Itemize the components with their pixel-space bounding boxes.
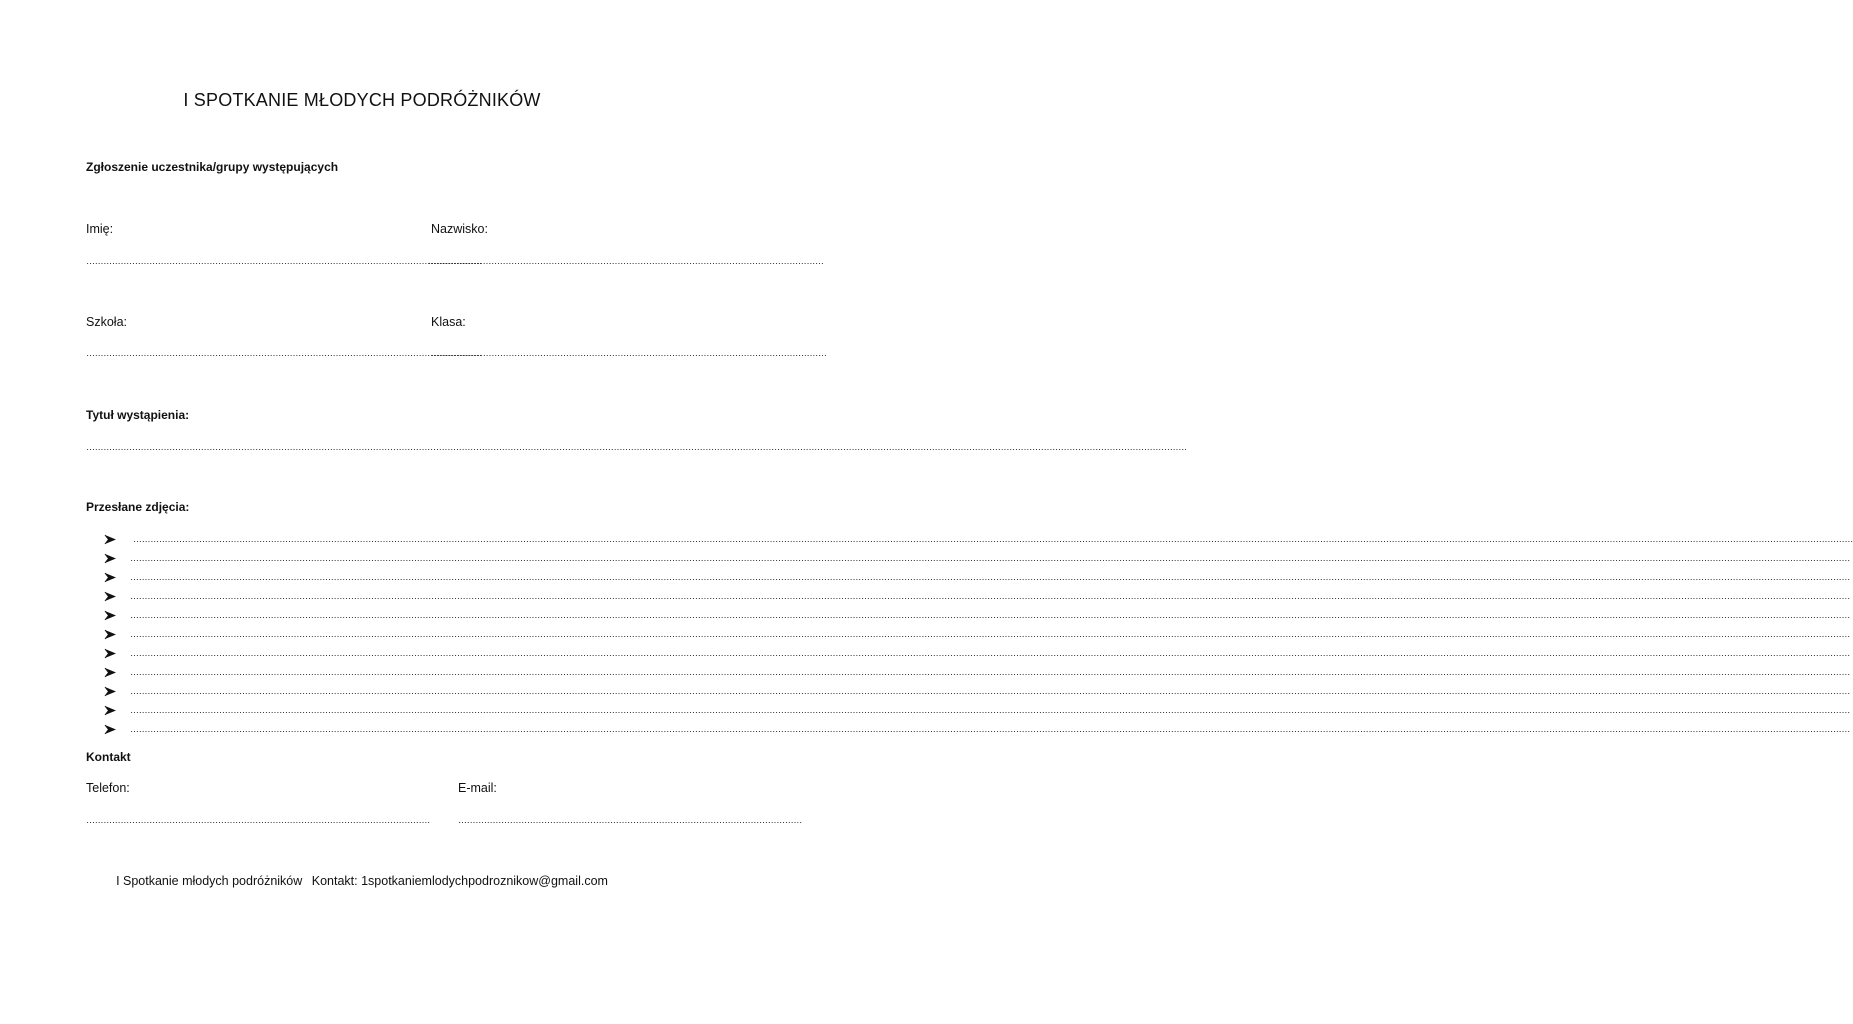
photo-entry-field[interactable]: …………………………………………………………………………………………………………………………………………………………………………………………………………………………………………………………………………………………………………………………………………………………………………………………………………………………………………………………………………………………………………………………………………………… — [130, 667, 1851, 677]
photo-entry-field[interactable]: …………………………………………………………………………………………………………………………………………………………………………………………………………………………………………………………………………………………………………………………………………………………………………………………………………………………………………………………………………………………………………………………………………………… — [130, 610, 1851, 620]
nazwisko-label: Nazwisko: — [431, 222, 488, 236]
photo-entry-field[interactable]: …………………………………………………………………………………………………………………………………………………………………………………………………………………………………………………………………………………………………………………………………………………………………………………………………………………………………………………………………………………………………………………………………………………… — [130, 591, 1851, 601]
nazwisko-field[interactable]: ………………………………………………………………………………………………………………………… — [428, 256, 824, 266]
footer — [0, 874, 724, 888]
arrow-bullet-icon — [104, 610, 118, 622]
email-label: E-mail: — [458, 781, 497, 795]
kontakt-label: Kontakt — [86, 750, 131, 764]
photos-label: Przesłane zdjęcia: — [86, 500, 190, 514]
photo-entry-field[interactable]: …………………………………………………………………………………………………………………………………………………………………………………………………………………………………………………………………………………………………………………………………………………………………………………………………………………………………………………………………………………………………………………………………………………… — [130, 629, 1851, 639]
page-title: I SPOTKANIE MŁODYCH PODRÓŻNIKÓW — [183, 90, 541, 110]
arrow-bullet-icon — [104, 534, 118, 546]
szkola-field[interactable]: ………………………………………………………………………………………………………………………… — [86, 348, 482, 358]
photo-entry-field[interactable]: …………………………………………………………………………………………………………………………………………………………………………………………………………………………………………………………………………………………………………………………………………………………………………………………………………………………………………………………………………………………………………………………………………………… — [130, 705, 1851, 715]
imie-label: Imię: — [86, 222, 114, 236]
photo-entry-field[interactable]: …………………………………………………………………………………………………………………………………………………………………………………………………………………………………………………………………………………………………………………………………………………………………………………………………………………………………………………………………………………………………………………………………………………… — [130, 648, 1851, 658]
tytul-label: Tytuł wystąpienia: — [86, 408, 190, 422]
szkola-label: Szkoła: — [86, 315, 127, 329]
arrow-bullet-icon — [104, 629, 118, 641]
telefon-field[interactable]: ………………………………………………………………………………………………………… — [86, 815, 431, 825]
arrow-bullet-icon — [104, 724, 118, 736]
arrow-bullet-icon — [104, 572, 118, 584]
form-subtitle: Zgłoszenie uczestnika/grupy występujących — [86, 160, 339, 174]
arrow-bullet-icon — [104, 553, 118, 565]
photo-entry-field[interactable]: …………………………………………………………………………………………………………………………………………………………………………………………………………………………………………………………………………………………………………………………………………………………………………………………………………………………………………………………………………………………………………………………………………………… — [130, 553, 1851, 563]
footer-contact: Kontakt: 1spotkaniemlodychpodroznikow@gmail.com — [311, 874, 608, 888]
arrow-bullet-icon — [104, 591, 118, 603]
footer-name: I Spotkanie młodych podróżników — [116, 874, 303, 888]
arrow-bullet-icon — [104, 686, 118, 698]
telefon-label: Telefon: — [86, 781, 130, 795]
email-field[interactable]: ………………………………………………………………………………………………………… — [458, 815, 803, 825]
photo-entry-field[interactable]: …………………………………………………………………………………………………………………………………………………………………………………………………………………………………………………………………………………………………………………………………………………………………………………………………………………………………………………………………………………………………………………………………………………… — [130, 686, 1851, 696]
klasa-field[interactable]: ………………………………………………………………………………………………………………………… — [431, 348, 827, 358]
arrow-bullet-icon — [104, 705, 118, 717]
photo-entry-field[interactable]: …………………………………………………………………………………………………………………………………………………………………………………………………………………………………………………………………………………………………………………………………………………………………………………………………………………………………………………………………………………………………………………………………………………… — [130, 572, 1851, 582]
klasa-label: Klasa: — [431, 315, 466, 329]
arrow-bullet-icon — [104, 648, 118, 660]
photo-entry-field[interactable]: …………………………………………………………………………………………………………………………………………………………………………………………………………………………………………………………………………………………………………………………………………………………………………………………………………………………………………………………………………………………………………………………………………………… — [130, 724, 1851, 734]
imie-field[interactable]: ………………………………………………………………………………………………………………………… — [86, 256, 482, 266]
tytul-field[interactable]: …………………………………………………………………………………………………………………………………………………………………………………………………………………………………………………………………………………………………………………………………………………… — [86, 442, 1187, 452]
photo-entry-field[interactable]: …………………………………………………………………………………………………………………………………………………………………………………………………………………………………………………………………………………………………………………………………………………………………………………………………………………………………………………………………………………………………………………………………………………… — [133, 534, 1853, 544]
arrow-bullet-icon — [104, 667, 118, 679]
